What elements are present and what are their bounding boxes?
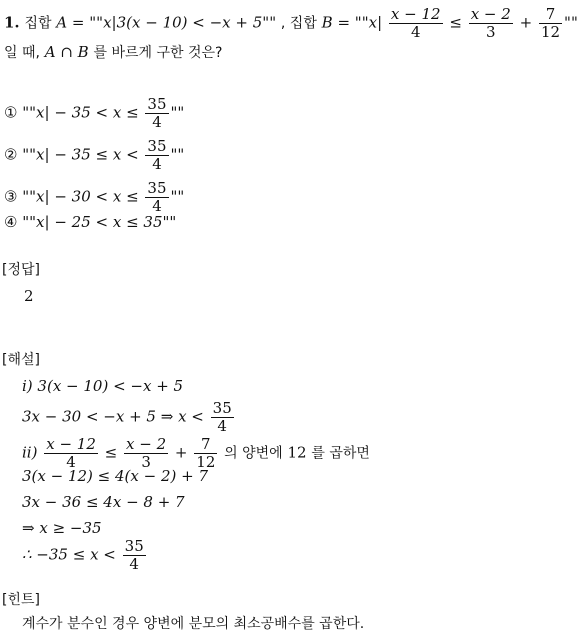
text: 의 양변에 <box>224 445 283 462</box>
denominator: 4 <box>152 197 162 215</box>
equals: = <box>337 13 351 32</box>
fraction <box>211 400 234 435</box>
fraction <box>539 6 562 41</box>
text: 일 때, <box>4 45 40 61</box>
option-expression: ""x| − 35 ≤ x < <box>22 145 139 164</box>
option-2 <box>4 138 184 173</box>
text: , 집합 <box>280 15 317 32</box>
expression: 3x − 30 < −x + 5 ⇒ x < <box>22 407 204 426</box>
denominator: 4 <box>129 555 139 573</box>
option-4 <box>4 212 176 232</box>
numerator: x − 12 <box>390 5 441 23</box>
text: 를 바르게 구한 것은? <box>93 45 223 61</box>
question-number: 1. <box>4 13 20 32</box>
number: 12 <box>287 443 307 462</box>
option-expression: ""x| − 35 < x ≤ <box>22 103 139 122</box>
fraction <box>123 538 146 573</box>
solution-step-6: ⇒ x ≥ −35 <box>22 519 102 537</box>
solution-label: [해설] <box>2 352 40 368</box>
numerator: x − 2 <box>126 435 167 453</box>
denominator: 4 <box>152 113 162 131</box>
hint-label: [힌트] <box>2 592 40 608</box>
option-expression: ""x| − 30 < x ≤ <box>22 187 139 206</box>
quote: "" <box>170 103 185 122</box>
numerator: x − 12 <box>46 435 96 453</box>
solution-step-5: 3x − 36 ≤ 4x − 8 + 7 <box>22 493 185 511</box>
option-mark: ③ <box>4 187 18 206</box>
denominator: 3 <box>141 453 151 471</box>
denominator: 4 <box>152 155 162 173</box>
operator: ≤ <box>449 13 462 32</box>
fraction <box>145 96 168 131</box>
numerator: 35 <box>147 179 167 197</box>
set-a-condition: x|3(x − 10) < −x + 5 <box>103 13 263 32</box>
denominator: 3 <box>485 23 496 41</box>
option-mark: ② <box>4 145 18 164</box>
numerator: 35 <box>212 399 232 417</box>
expression: ∴ −35 ≤ x < <box>22 545 116 564</box>
text: 집합 <box>24 15 52 32</box>
numerator: 35 <box>147 95 167 113</box>
numerator: 35 <box>147 137 167 155</box>
operator: + <box>519 13 533 32</box>
denominator: 12 <box>196 453 216 471</box>
question-line-1 <box>4 6 578 41</box>
solution-step-1: i) 3(x − 10) < −x + 5 <box>22 377 184 395</box>
set-b-prefix: x| <box>368 13 383 32</box>
numerator: 35 <box>124 537 144 555</box>
hint-text: 계수가 분수인 경우 양변에 분모의 최소공배수를 곱한다. <box>22 616 365 632</box>
numerator: x − 2 <box>470 5 511 23</box>
answer-label: [정답] <box>2 262 40 278</box>
quote: "" <box>262 13 277 32</box>
operator: + <box>174 443 188 462</box>
quote: "" <box>564 13 578 32</box>
numerator: 7 <box>539 6 562 24</box>
denominator: 4 <box>66 453 76 471</box>
solution-step-7 <box>22 538 148 573</box>
equals: = <box>71 13 85 32</box>
solution-step-2 <box>22 400 236 435</box>
option-mark: ① <box>4 103 18 122</box>
option-1 <box>4 96 184 131</box>
set-a: A <box>56 13 68 32</box>
quote: "" <box>354 13 369 32</box>
expression: A ∩ B <box>44 43 89 61</box>
denominator: 4 <box>217 417 227 435</box>
denominator: 12 <box>540 23 561 41</box>
numerator: 7 <box>194 436 217 454</box>
quote: "" <box>170 187 185 206</box>
fraction <box>145 138 168 173</box>
solution-step-4: 3(x − 12) ≤ 4(x − 2) + 7 <box>22 467 209 485</box>
set-b: B <box>321 13 333 32</box>
step-marker: ii) <box>22 443 38 462</box>
fraction <box>389 6 443 41</box>
quote: "" <box>170 145 185 164</box>
text: 를 곱하면 <box>311 445 370 462</box>
operator: ≤ <box>104 443 118 462</box>
fraction <box>145 180 168 215</box>
option-3 <box>4 180 184 215</box>
denominator: 4 <box>410 23 421 41</box>
answer-value: 2 <box>24 287 34 305</box>
fraction <box>469 6 513 41</box>
option-expression: ""x| − 25 < x ≤ 35"" <box>22 213 177 231</box>
quote: "" <box>89 13 104 32</box>
option-mark: ④ <box>4 213 18 231</box>
question-line-2 <box>4 42 222 63</box>
